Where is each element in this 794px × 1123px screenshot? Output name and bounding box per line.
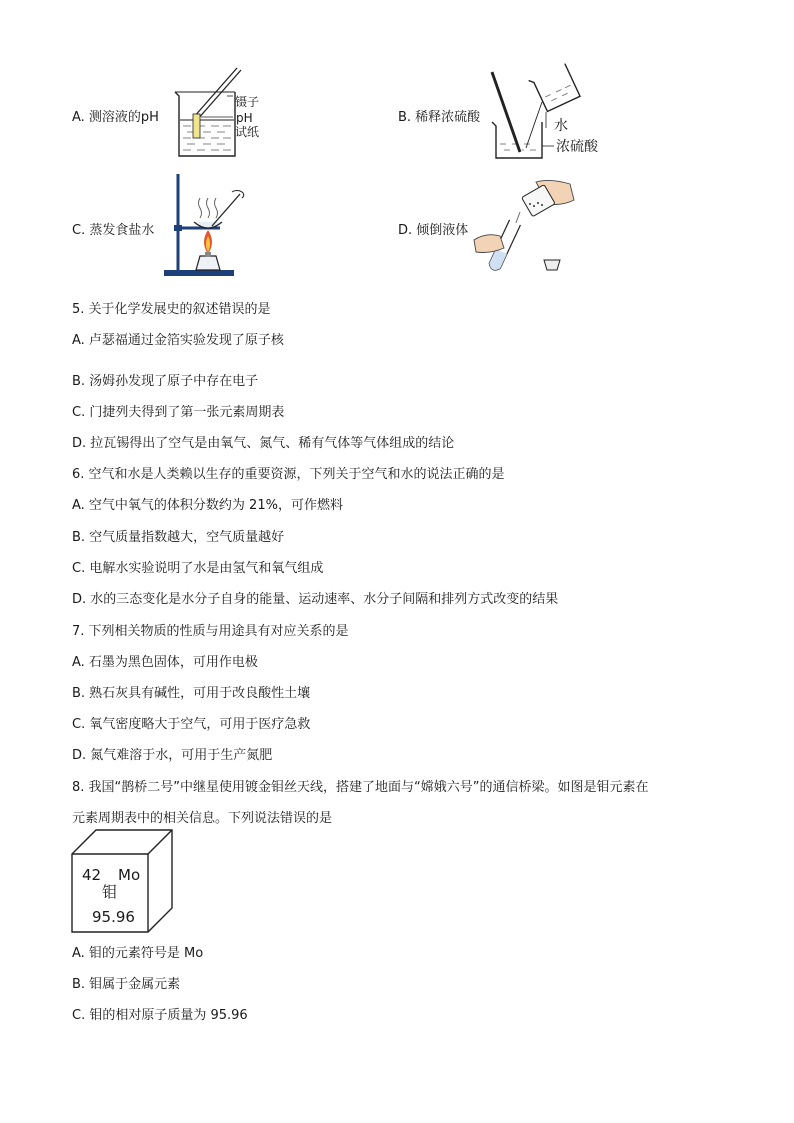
tweezers-label: 镊子	[235, 95, 260, 109]
q7-option-b: B. 熟石灰具有碱性，可用于改良酸性土壤	[72, 686, 311, 701]
element-name: 钼	[102, 883, 118, 901]
element-symbol: Mo	[118, 866, 141, 884]
stand-base	[164, 270, 234, 276]
q6-stem: 6. 空气和水是人类赖以生存的重要资源，下列关于空气和水的说法正确的是	[72, 467, 505, 482]
option-b-label: B. 稀释浓硫酸	[398, 110, 481, 125]
q7-stem: 7. 下列相关物质的性质与用途具有对应关系的是	[72, 624, 349, 639]
pouring-beaker	[529, 64, 580, 114]
pour-liquid-figure	[470, 176, 580, 280]
tweezers	[193, 68, 237, 118]
q8-stem-line1: 8. 我国“鹊桥二号”中继星使用镀金钼丝天线，搭建了地面与“嫦娥六号”的通信桥梁。如图是钼元素在	[72, 780, 649, 795]
beaker-outline	[175, 92, 235, 156]
alcohol-lamp	[196, 256, 220, 270]
stopper	[544, 260, 560, 270]
ph-test-figure	[165, 62, 275, 162]
q6-option-a: A. 空气中氧气的体积分数约为 21%，可作燃料	[72, 498, 343, 513]
lower-hand	[474, 235, 504, 253]
paper-label: 试纸	[235, 125, 260, 139]
q6-option-d: D. 水的三态变化是水分子自身的能量、运动速率、水分子间隔和排列方式改变的结果	[72, 592, 559, 607]
q7-option-a: A. 石墨为黑色固体，可用作电极	[72, 655, 258, 670]
q8-option-b: B. 钼属于金属元素	[72, 977, 181, 992]
q5-option-d: D. 拉瓦锡得出了空气是由氧气、氮气、稀有气体等气体组成的结论	[72, 436, 455, 451]
water-label: 水	[554, 118, 568, 134]
option-a-label: A. 测溶液的pH	[72, 110, 159, 125]
ph-label: pH	[236, 111, 253, 125]
q5-option-c: C. 门捷列夫得到了第一张元素周期表	[72, 405, 285, 420]
q5-stem: 5. 关于化学发展史的叙述错误的是	[72, 302, 271, 317]
atomic-mass: 95.96	[92, 908, 135, 926]
q6-option-b: B. 空气质量指数越大，空气质量越好	[72, 530, 285, 545]
q8-option-c: C. 钼的相对原子质量为 95.96	[72, 1008, 248, 1023]
q5-option-b: B. 汤姆孙发现了原子中存在电子	[72, 374, 259, 389]
liquid-hatch	[183, 126, 231, 150]
steam	[199, 198, 202, 218]
ph-paper	[193, 114, 200, 138]
element-card-figure	[70, 828, 174, 938]
q7-option-c: C. 氧气密度略大于空气，可用于医疗急救	[72, 717, 311, 732]
acid-label: 浓硫酸	[556, 139, 598, 155]
q7-option-d: D. 氮气难溶于水，可用于生产氮肥	[72, 748, 273, 763]
option-c-label: C. 蒸发食盐水	[72, 223, 155, 238]
dilute-acid-figure	[486, 62, 616, 162]
q5-option-a: A. 卢瑟福通过金箔实验发现了原子核	[72, 333, 284, 348]
atomic-number: 42	[82, 866, 102, 884]
stir-rod	[212, 194, 240, 226]
evaporation-figure	[160, 170, 260, 282]
q8-option-a: A. 钼的元素符号是 Mo	[72, 946, 204, 961]
q6-option-c: C. 电解水实验说明了水是由氢气和氧气组成	[72, 561, 324, 576]
q8-stem-line2: 元素周期表中的相关信息。下列说法错误的是	[72, 811, 333, 826]
option-d-label: D. 倾倒液体	[398, 223, 469, 238]
